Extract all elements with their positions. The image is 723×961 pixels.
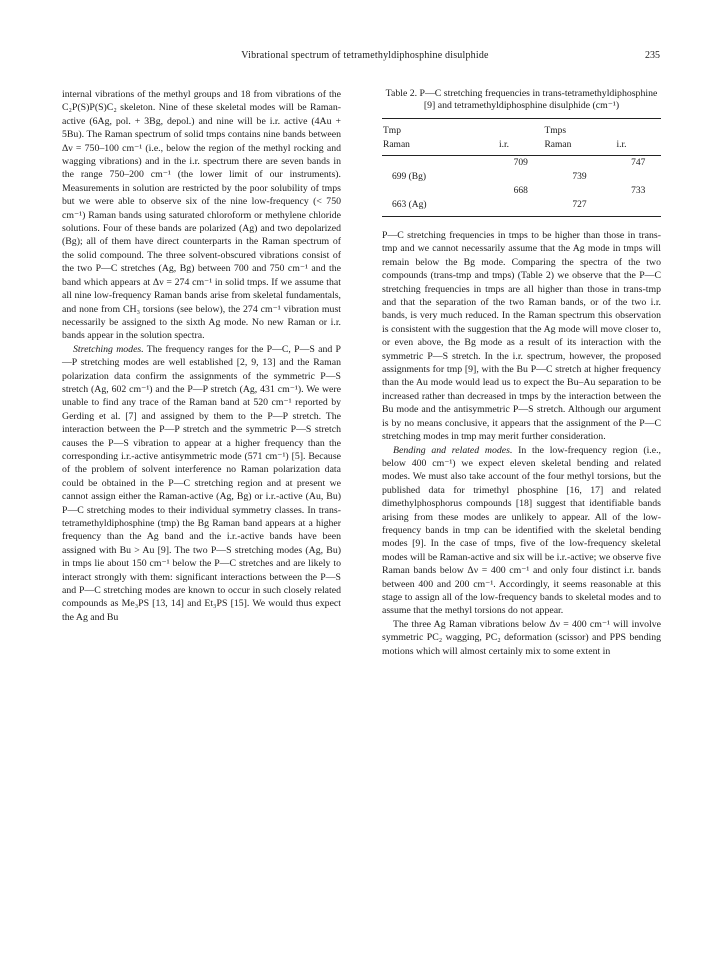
table-cell: 709	[513, 158, 528, 168]
paragraph: P—C stretching frequencies in tmps to be higher than those in trans-tmp and we cannot necessarily assume that the Ag mode in tmps will remain below the Bg mode. Comparing the spectra of the two compounds (trans-tmp and tmps) (Table 2) we observe that the P—C stretching frequencies in tmps are all higher than those in trans-tmp and that the separation of the two Raman bands, or of the two i.r. bands, is very much reduced. In the Raman spectrum this observation is consistent with the suggestion that the Ag mode will move closer to, or even above, the Bg mode as a result of its interaction with the symmetric P—S stretch. In the i.r. spectrum, however, the proposed assignments for tmp [9], with the Bu P—C stretch at higher frequency than the Au mode would lead us to expect the Bu–Au separation to be increased rather than decreased in tmps by the interaction between the Bu mode and the antisymmetric P—S stretch. Although our argument is by no means conclusive, it appears that the assignment of the P—C stretching modes in tmp may merit further consideration.	[382, 230, 661, 443]
paragraph: The three Ag Raman vibrations below Δν = 400 cm⁻¹ will involve symmetric PC₂ wagging, PC₂ deformation (scissor) and PPS bending motions which will almost certainly mix to some extent in	[382, 618, 661, 657]
table-cell: 739	[572, 172, 587, 182]
section-heading: Bending and related modes.	[393, 444, 513, 456]
table-cell	[498, 170, 543, 184]
group-header: Tmps	[543, 119, 661, 139]
column-header: Raman	[543, 138, 615, 156]
table-cell	[616, 170, 662, 184]
table-caption: Table 2. P—C stretching frequencies in trans-tetramethyldiphosphine [9] and tetramethyldiphosphine disulphide (cm⁻¹)	[385, 88, 658, 111]
left-column	[62, 88, 341, 624]
table-cell: 663 (Ag)	[382, 198, 498, 217]
page-number: 235	[645, 50, 660, 61]
table-cell: 733	[631, 186, 646, 196]
table-cell: 699 (Bg)	[392, 172, 427, 182]
table-2	[382, 88, 661, 217]
paragraph	[382, 444, 661, 618]
table-row	[382, 198, 661, 217]
table-cell	[498, 198, 543, 217]
group-header: Tmp	[382, 119, 543, 139]
table-cell: 727	[543, 198, 615, 217]
right-column-text	[382, 229, 661, 658]
frequency-table	[382, 118, 661, 217]
table-cell	[543, 156, 615, 171]
section-heading: Stretching modes.	[73, 343, 144, 355]
table-cell: 747	[631, 158, 646, 168]
running-title: Vibrational spectrum of tetramethyldiphosphine disulphide	[241, 50, 489, 61]
paragraph: internal vibrations of the methyl groups and 18 from vibrations of the C₂P(S)P(S)C₂ skeleton. Nine of these skeletal modes will be Raman-active (6Ag, pol. + 3Bg, depol.) and nine will be i.r. active (4Au + 5Bu). The Raman spectrum of solid tmps contains nine bands between Δν = 750–100 cm⁻¹ (i.e., below the region of the methyl rocking and wagging vibrations) and in the i.r. spectrum there are seven bands in the range 750–200 cm⁻¹ (the lower limit of our instruments). Measurements in solution are restricted by the poor solubility of tmps but we were able to observe six of the nine low-frequency (< 750 cm⁻¹) Raman bands using saturated chloroform or methylene chloride solutions. Four of these bands are polarized (Ag) and two depolarized (Bg); all of them have direct counterparts in the Raman spectrum of the solid compound. The three solvent-obscured vibrations consist of the two P—C stretches (Ag, Bg) between 700 and 750 cm⁻¹ and the band which appears at Δν = 274 cm⁻¹ in solid tmps. If we assume that all nine low-frequency Raman bands arise from skeletal fundamentals, and none from CH₃ torsions (see below), the 274 cm⁻¹ vibration must necessarily be assigned to the sixth Ag mode. No new Raman or i.r. bands appear in the solution spectra.	[62, 89, 341, 342]
right-column	[382, 88, 661, 658]
table-cell	[616, 198, 662, 217]
column-header: Raman	[382, 138, 498, 156]
table-cell	[382, 184, 498, 198]
table-cell	[543, 184, 615, 198]
table-row	[382, 156, 661, 171]
table-cell: 668	[513, 186, 528, 196]
column-header: i.r.	[616, 138, 662, 156]
paragraph-text: The frequency ranges for the P—C, P—S and P—P stretching modes are well established [2, 9, 13] and the Raman polarization data confirm the assignments of the symmetric P—S stretch (Ag, 602 cm⁻¹) and the P—P stretch (Ag, 431 cm⁻¹). We were unable to find any trace of the Raman band at 520 cm⁻¹ reported by Gerding et al. [7] and assigned by them to the P—P stretch. The interaction between the P—P stretch and the symmetric P—S stretch causes the P—S vibration to appear at a higher frequency than the corresponding i.r.-active antisymmetric mode (571 cm⁻¹) [5]. Because of the problem of solvent interference no Raman polarization data could be obtained in the P—C stretching region and at present we cannot assign either the Raman-active (Ag, Bg) or i.r.-active (Au, Bu) P—C stretching modes to their individual symmetry classes. In trans-tetramethyldiphosphine (tmp) the Bg Raman band appears at a higher frequency than the Ag band and the i.r.-active bands have been assigned with Bu > Au [9]. The two P—S stretching modes (Ag, Bu) in tmps lie about 150 cm⁻¹ below the P—C stretches and are likely to interact strongly with them: significant interactions between the P—S and P—C stretching modes are known to occur in such closely related compounds as Me₃PS [13, 14] and Et₃PS [15]. We would thus expect the Ag and Bu	[62, 343, 341, 623]
table-row	[382, 184, 661, 198]
table-cell	[382, 156, 498, 171]
paragraph	[62, 343, 341, 625]
column-header: i.r.	[498, 138, 543, 156]
running-header	[70, 50, 660, 64]
table-row	[382, 170, 661, 184]
paragraph-text: In the low-frequency region (i.e., below 400 cm⁻¹) we expect eleven skeletal bending and related modes. We must also take account of the four methyl torsions, but the published data for trimethyl phosphine [16, 17] and related dimethylphosphorus compounds [18] suggest that identifiable bands arising from these modes are unlikely to appear. All of the low-frequency bands in tmp can be identified with the skeletal bending modes [9]. In the case of tmps, five of the low-frequency skeletal modes will be Raman-active and six will be i.r.-active; we observe five Raman bands below Δν = 400 cm⁻¹ and only four distinct i.r. bands between 400 and 200 cm⁻¹. Accordingly, it seems reasonable at this stage to assign all of the low-frequency bands to skeletal modes and to assume that the methyl torsions do not appear.	[382, 444, 661, 617]
